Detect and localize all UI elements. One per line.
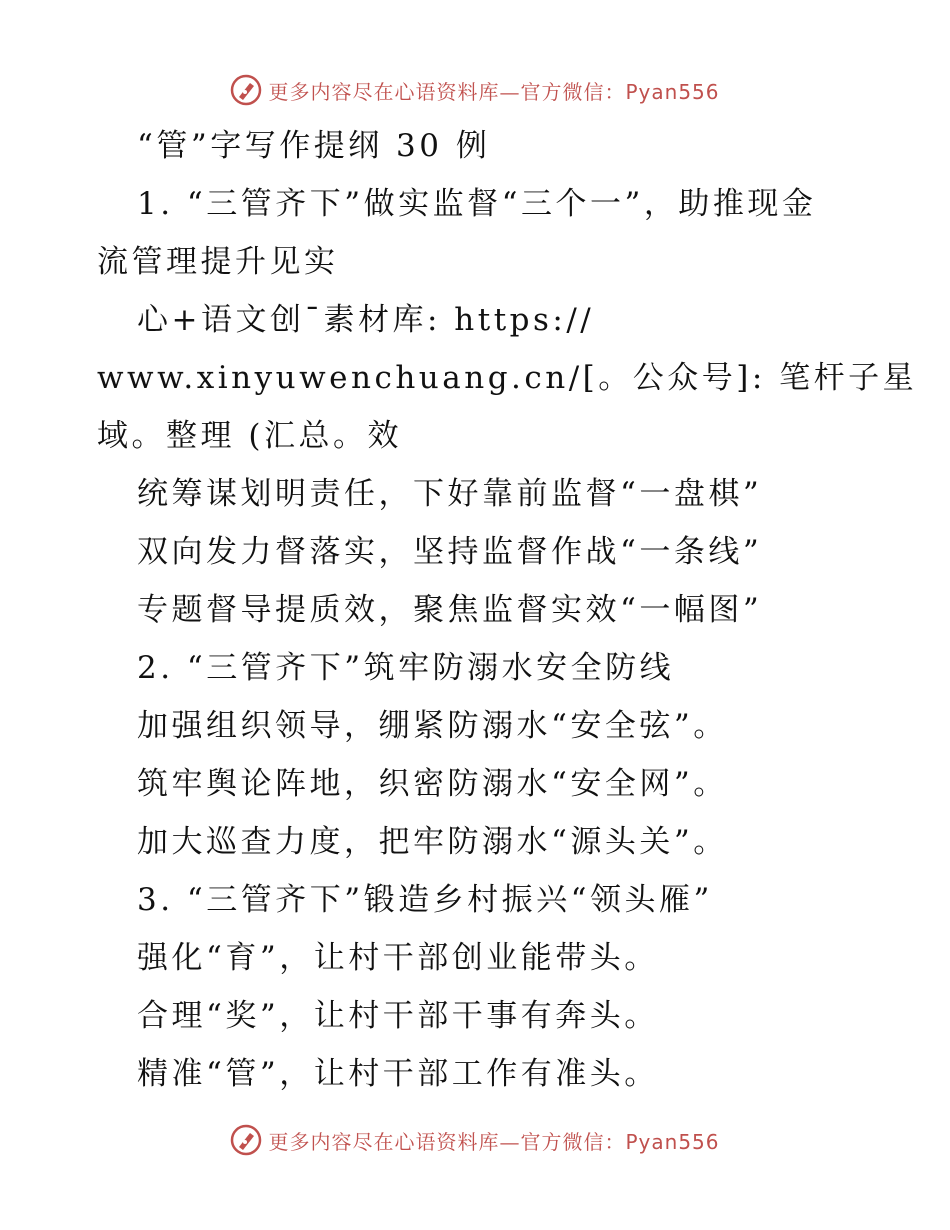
footer-watermark <box>0 1120 950 1160</box>
text-line: 合理“奖”，让村干部干事有奔头。 <box>137 998 659 1034</box>
text-line: 流管理提升见实 <box>97 244 339 280</box>
section-heading: 2. “三管齐下”筑牢防溺水安全防线 <box>137 650 675 686</box>
section-heading: 3. “三管齐下”锻造乡村振兴“领头雁” <box>137 882 713 918</box>
pen-nib-circle-logo-icon <box>230 74 262 106</box>
text-line: 精准“管”，让村干部工作有准头。 <box>137 1056 659 1092</box>
text-line: 统筹谋划明责任，下好靠前监督“一盘棋” <box>137 476 763 512</box>
document-title: “管”字写作提纲 30 例 <box>137 128 491 164</box>
watermark-text: 更多内容尽在心语资料库—官方微信：Pyan556 <box>268 1129 720 1154</box>
text-line: www.xinyuwenchuang.cn/[。公众号]: 笔杆子星 <box>97 360 918 396</box>
watermark-text: 更多内容尽在心语资料库—官方微信：Pyan556 <box>268 79 720 104</box>
text-line: 双向发力督落实，坚持监督作战“一条线” <box>137 534 763 570</box>
text-line: 强化“育”，让村干部创业能带头。 <box>137 940 659 976</box>
pen-nib-circle-logo-icon <box>230 1124 262 1156</box>
text-line: 1. “三管齐下”做实监督“三个一”，助推现金 <box>137 186 817 222</box>
text-line: 专题督导提质效，聚焦监督实效“一幅图” <box>137 592 763 628</box>
header-watermark <box>0 70 950 110</box>
text-line: 域。整理 (汇总。效 <box>97 418 402 454</box>
text-line: 心+语文创¯素材库: https:// <box>137 302 595 338</box>
text-line: 加强组织领导，绷紧防溺水“安全弦”。 <box>137 708 728 744</box>
text-line: 加大巡查力度，把牢防溺水“源头关”。 <box>137 824 728 860</box>
text-line: 筑牢舆论阵地，织密防溺水“安全网”。 <box>137 766 728 802</box>
